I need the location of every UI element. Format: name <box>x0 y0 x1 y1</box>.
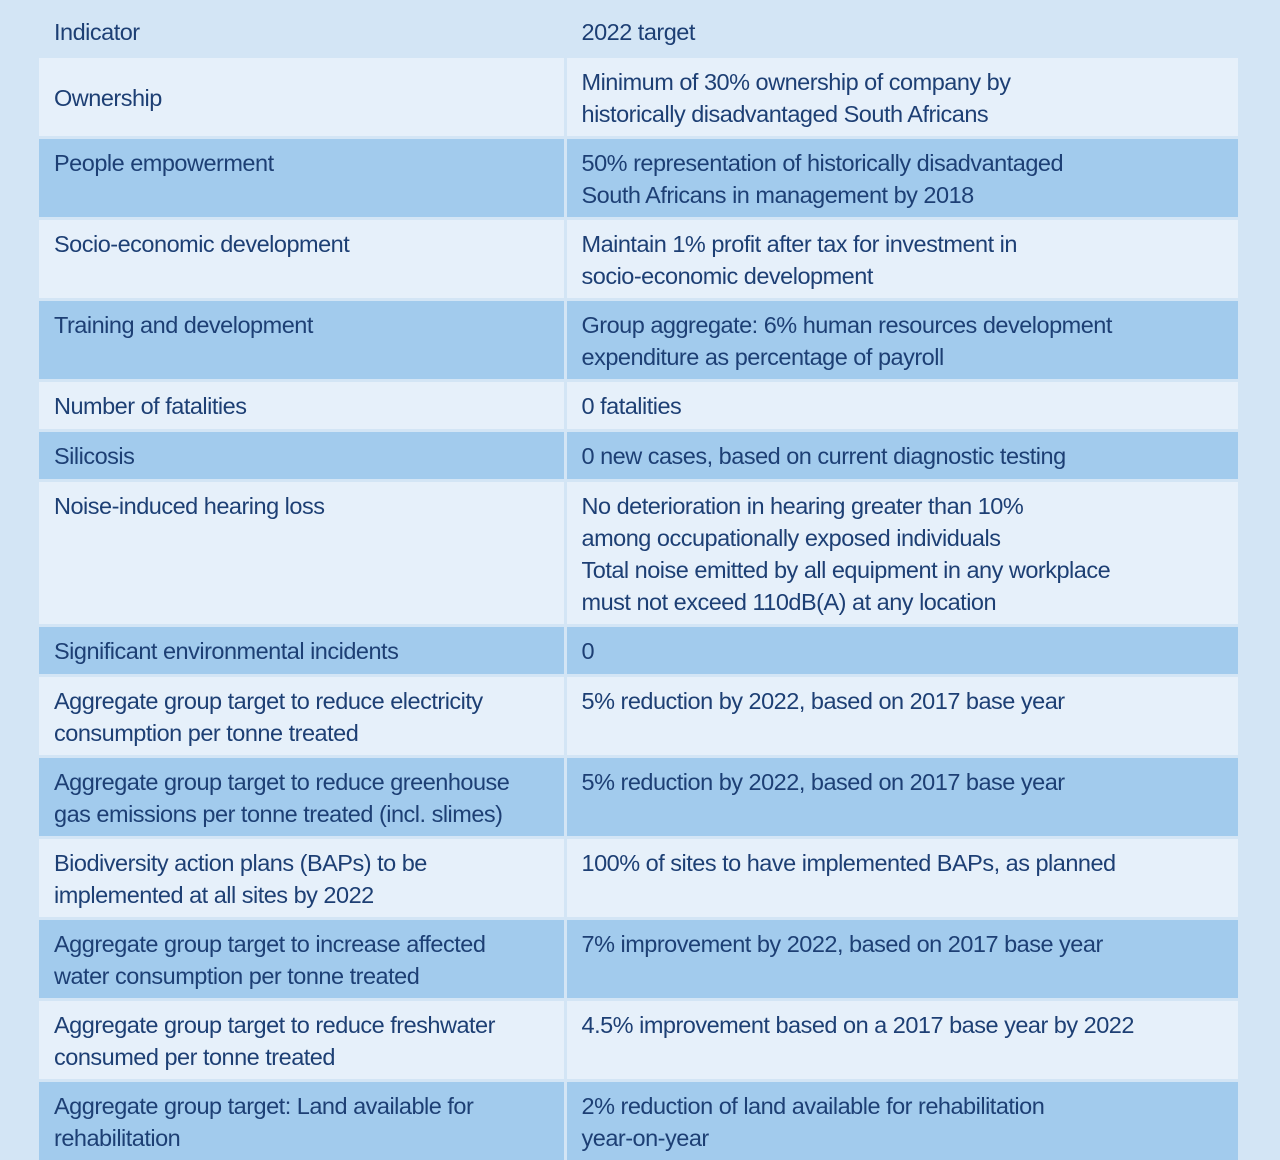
table-row <box>39 625 1238 675</box>
target-text: historically disadvantaged South Africans <box>581 100 989 127</box>
target-text: Group aggregate: 6% human resources development <box>581 311 1112 338</box>
target-cell <box>565 56 1238 137</box>
target-cell <box>565 675 1238 756</box>
indicator-text: rehabilitation <box>54 1124 181 1151</box>
indicator-cell <box>39 837 565 918</box>
table-row <box>39 137 1238 218</box>
table-body <box>39 56 1238 1160</box>
table-row <box>39 56 1238 137</box>
indicator-cell <box>39 56 565 137</box>
indicator-cell <box>39 380 565 430</box>
target-cell <box>565 756 1238 837</box>
indicator-text: Biodiversity action plans (BAPs) to be <box>54 849 427 876</box>
target-text: 7% improvement by 2022, based on 2017 base year <box>581 930 1103 957</box>
target-cell <box>565 380 1238 430</box>
target-text: No deterioration in hearing greater than 10% <box>581 492 1024 519</box>
table-row <box>39 218 1238 299</box>
indicator-text: Ownership <box>54 84 162 111</box>
table-row <box>39 999 1238 1080</box>
target-cell <box>565 1080 1238 1160</box>
indicator-text: Aggregate group target to increase affected <box>54 930 486 957</box>
table-row <box>39 918 1238 999</box>
table-row <box>39 480 1238 625</box>
indicator-text: Silicosis <box>54 442 135 469</box>
table-row <box>39 1080 1238 1160</box>
table-row <box>39 756 1238 837</box>
target-text: 0 <box>581 637 595 664</box>
indicator-text: gas emissions per tonne treated (incl. slimes) <box>54 800 503 827</box>
indicator-text: Aggregate group target to reduce electricity <box>54 687 483 714</box>
indicator-text: consumed per tonne treated <box>54 1043 335 1070</box>
indicator-cell <box>39 137 565 218</box>
header-indicator: Indicator <box>39 8 565 56</box>
indicator-text: Significant environmental incidents <box>54 637 399 664</box>
target-text: South Africans in management by 2018 <box>581 181 974 208</box>
indicator-text: Aggregate group target to reduce freshwater <box>54 1011 495 1038</box>
target-text: Minimum of 30% ownership of company by <box>581 68 1011 95</box>
target-text: Maintain 1% profit after tax for investment in <box>581 230 1017 257</box>
indicator-text: implemented at all sites by 2022 <box>54 881 374 908</box>
target-text: 0 fatalities <box>581 392 682 419</box>
indicator-cell <box>39 625 565 675</box>
indicator-cell <box>39 299 565 380</box>
table-row <box>39 430 1238 480</box>
target-text: among occupationally exposed individuals <box>581 524 1001 551</box>
target-cell <box>565 625 1238 675</box>
table-row <box>39 380 1238 430</box>
target-cell <box>565 918 1238 999</box>
table-row <box>39 299 1238 380</box>
indicator-cell <box>39 918 565 999</box>
indicator-text: Aggregate group target to reduce greenhouse <box>54 768 510 795</box>
targets-table-container <box>39 8 1238 1160</box>
target-text: 2% reduction of land available for rehabilitation <box>581 1092 1045 1119</box>
indicator-text: People empowerment <box>54 149 274 176</box>
target-cell <box>565 480 1238 625</box>
indicator-cell <box>39 756 565 837</box>
target-cell <box>565 218 1238 299</box>
targets-table <box>39 8 1238 1160</box>
indicator-text: consumption per tonne treated <box>54 719 359 746</box>
target-text: 5% reduction by 2022, based on 2017 base year <box>581 687 1065 714</box>
indicator-text: Aggregate group target: Land available for <box>54 1092 474 1119</box>
indicator-cell <box>39 218 565 299</box>
target-text: expenditure as percentage of payroll <box>581 343 944 370</box>
target-cell <box>565 837 1238 918</box>
indicator-text: water consumption per tonne treated <box>54 962 420 989</box>
indicator-text: Noise-induced hearing loss <box>54 492 325 519</box>
table-row <box>39 837 1238 918</box>
indicator-cell <box>39 480 565 625</box>
target-text: must not exceed 110dB(A) at any location <box>581 588 997 615</box>
indicator-text: Training and development <box>54 311 313 338</box>
target-cell <box>565 999 1238 1080</box>
target-text: 100% of sites to have implemented BAPs, as planned <box>581 849 1116 876</box>
target-text: socio-economic development <box>581 262 873 289</box>
target-text: 4.5% improvement based on a 2017 base year by 2022 <box>581 1011 1134 1038</box>
target-cell <box>565 430 1238 480</box>
target-text: Total noise emitted by all equipment in any workplace <box>581 556 1111 583</box>
header-target: 2022 target <box>565 8 1238 56</box>
target-text: 0 new cases, based on current diagnostic testing <box>581 442 1066 469</box>
indicator-cell <box>39 999 565 1080</box>
target-cell <box>565 137 1238 218</box>
target-text: 5% reduction by 2022, based on 2017 base year <box>581 768 1065 795</box>
target-cell <box>565 299 1238 380</box>
indicator-cell <box>39 1080 565 1160</box>
table-row <box>39 675 1238 756</box>
indicator-cell <box>39 430 565 480</box>
target-text: 50% representation of historically disadvantaged <box>581 149 1064 176</box>
indicator-cell <box>39 675 565 756</box>
target-text: year-on-year <box>581 1124 709 1151</box>
indicator-text: Number of fatalities <box>54 392 247 419</box>
indicator-text: Socio-economic development <box>54 230 350 257</box>
table-header-row <box>39 8 1238 56</box>
